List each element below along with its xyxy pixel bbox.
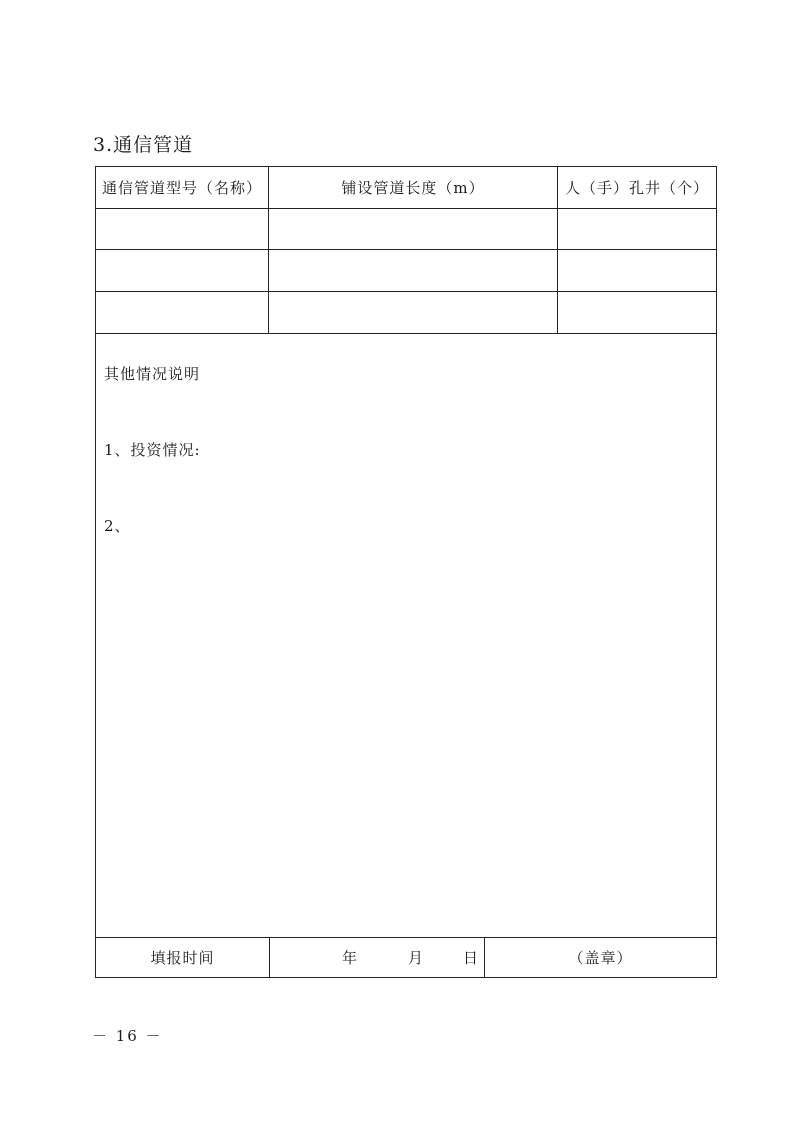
table-row — [96, 208, 716, 250]
header-pipeline-model: 通信管道型号（名称） — [96, 167, 269, 208]
notes-item-investment: 1、投资情况: — [104, 441, 201, 459]
table-row — [96, 249, 716, 292]
cell-pipeline-model[interactable] — [96, 208, 269, 249]
day-label: 日 — [463, 949, 480, 967]
cell-pipeline-length[interactable] — [269, 291, 558, 333]
notes-item-2: 2、 — [104, 517, 131, 535]
fill-date-field[interactable] — [270, 938, 485, 977]
year-label: 年 — [342, 949, 359, 967]
cell-pipeline-length[interactable] — [269, 249, 558, 291]
footer-row — [96, 937, 716, 977]
cell-pipeline-model[interactable] — [96, 291, 269, 333]
pipeline-form-table — [95, 166, 717, 978]
cell-manhole-count[interactable] — [558, 291, 716, 333]
month-label: 月 — [408, 949, 425, 967]
section-title: 3.通信管道 — [93, 134, 194, 156]
header-manhole-count: 人（手）孔井（个） — [564, 179, 709, 197]
other-notes-area[interactable] — [96, 333, 716, 937]
table-row — [96, 291, 716, 334]
table-header-row — [96, 167, 716, 209]
cell-manhole-count[interactable] — [558, 249, 716, 291]
header-pipeline-length: 铺设管道长度（m） — [269, 167, 558, 208]
seal-field[interactable]: （盖章） — [568, 949, 633, 967]
notes-title: 其他情况说明 — [104, 365, 201, 383]
cell-pipeline-model[interactable] — [96, 249, 269, 291]
cell-manhole-count[interactable] — [558, 208, 716, 249]
fill-date-label: 填报时间 — [96, 938, 270, 977]
page-number: － 16 － — [92, 1027, 163, 1045]
cell-pipeline-length[interactable] — [269, 208, 558, 249]
